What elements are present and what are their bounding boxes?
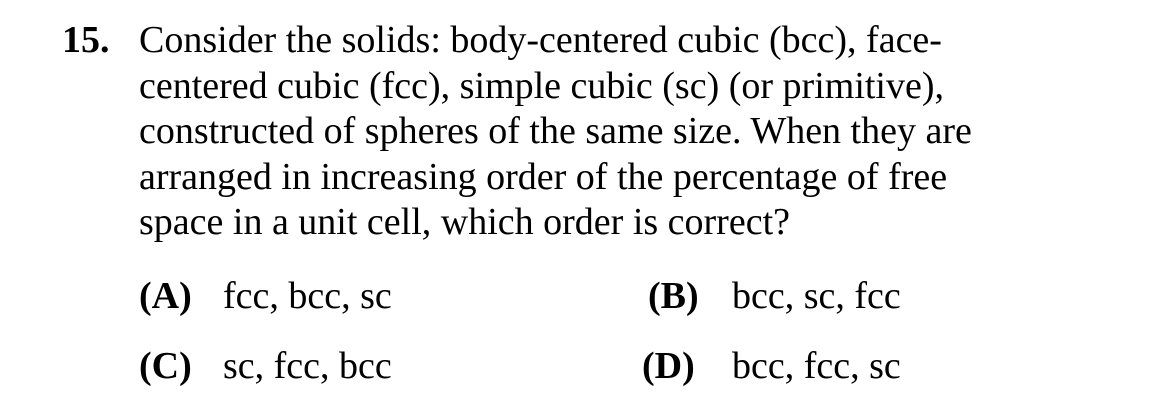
option-c-label: (C) <box>139 345 192 387</box>
question-stem-line: Consider the solids: body-centered cubic (bcc), face- <box>139 19 942 61</box>
option-b-text: bcc, sc, fcc <box>732 275 901 317</box>
question-stem <box>139 18 1099 246</box>
question-stem-line: constructed of spheres of the same size. When they are <box>139 110 972 152</box>
question-stem-line: space in a unit cell, which order is correct? <box>139 201 790 243</box>
option-c-text: sc, fcc, bcc <box>223 345 392 387</box>
option-d-label: (D) <box>642 345 695 387</box>
option-a-text: fcc, bcc, sc <box>223 275 392 317</box>
option-b[interactable] <box>648 274 901 319</box>
question-number: 15. <box>62 19 110 61</box>
option-c[interactable] <box>139 344 392 389</box>
option-d-text: bcc, fcc, sc <box>732 345 901 387</box>
question-stem-line: centered cubic (fcc), simple cubic (sc) (or primitive), <box>139 64 945 107</box>
option-a[interactable] <box>139 274 392 319</box>
option-d[interactable] <box>642 344 901 389</box>
option-b-label: (B) <box>648 275 699 317</box>
option-a-label: (A) <box>139 275 192 317</box>
question-stem-line: arranged in increasing order of the percentage of free <box>139 155 948 198</box>
